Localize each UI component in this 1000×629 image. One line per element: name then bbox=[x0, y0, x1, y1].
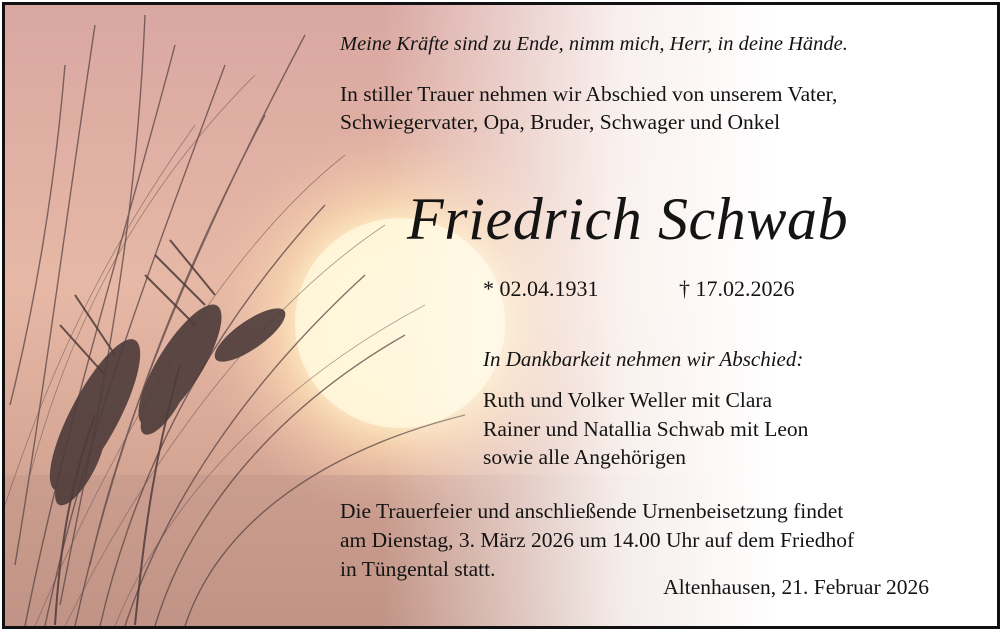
death-date: † 17.02.2026 bbox=[679, 276, 795, 301]
service-line: in Tüngental statt. bbox=[340, 557, 496, 581]
place-and-date: Altenhausen, 21. Februar 2026 bbox=[663, 575, 929, 599]
thanks-heading: In Dankbarkeit nehmen wir Abschied: bbox=[483, 347, 804, 371]
obituary-card bbox=[2, 2, 1000, 629]
birth-date: * 02.04.1931 bbox=[483, 276, 599, 301]
service-details bbox=[340, 497, 854, 584]
mourner-line: Rainer und Natallia Schwab mit Leon bbox=[483, 416, 809, 441]
intro-line: In stiller Trauer nehmen wir Abschied von unserem Vater, bbox=[340, 82, 838, 106]
service-line: am Dienstag, 3. März 2026 um 14.00 Uhr auf dem Friedhof bbox=[340, 528, 855, 552]
intro-line: Schwiegervater, Opa, Bruder, Schwager und Onkel bbox=[340, 110, 781, 134]
mourner-line: sowie alle Angehörigen bbox=[483, 445, 687, 469]
mourner-line: Ruth und Volker Weller mit Clara bbox=[483, 388, 773, 412]
deceased-name: Friedrich Schwab bbox=[407, 186, 849, 252]
service-line: Die Trauerfeier und anschließende Urnenbeisetzung findet bbox=[340, 499, 844, 523]
mourners-list bbox=[483, 386, 808, 472]
intro-text bbox=[340, 80, 837, 136]
motto-verse: Meine Kräfte sind zu Ende, nimm mich, Herr, in deine Hände. bbox=[340, 33, 848, 55]
